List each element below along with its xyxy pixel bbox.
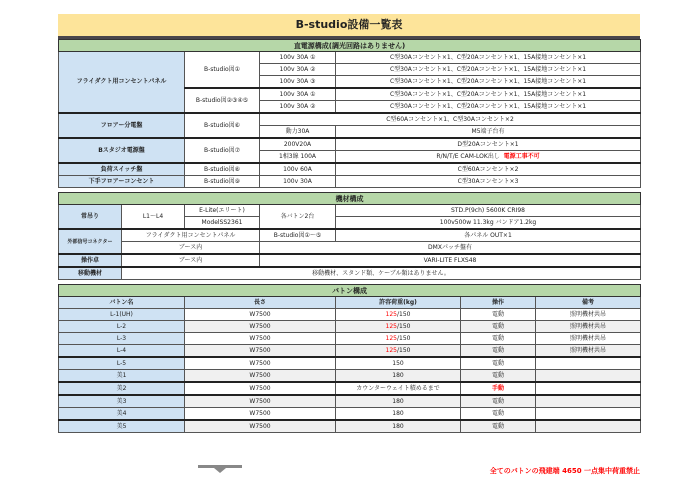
sheet-title: B-studio設備一覧表 — [58, 14, 640, 36]
power-detail: C型30Aコンセント×1、C型20Aコンセント×1、15A接地コンセント×1 — [336, 52, 641, 64]
baton-table — [58, 284, 641, 433]
power-detail: C型30Aコンセント×1、C型20Aコンセント×1、15A接地コンセント×1 — [336, 76, 641, 89]
header-length: 長さ — [185, 297, 336, 309]
power-location: B-studio図②③④⑤ — [185, 88, 260, 113]
baton-name: L-5 — [59, 357, 185, 370]
baton-length: W7500 — [185, 333, 336, 345]
power-spec: 100v 30A — [260, 176, 336, 188]
power-detail-text: R/N/T/E CAM-LOK出し — [436, 152, 500, 160]
power-location: B-studio図⑨ — [185, 176, 260, 188]
baton-operation: 電動 — [461, 370, 536, 383]
baton-note — [536, 395, 641, 408]
power-detail: C型30Aコンセント×1、C型20Aコンセント×1、15A接地コンセント×1 — [336, 64, 641, 76]
power-location: B-studio図⑧ — [185, 163, 260, 176]
power-detail: C型30Aコンセント×3 — [336, 176, 641, 188]
baton-note: 照明機材共吊 — [536, 333, 641, 345]
baton-load — [336, 333, 461, 345]
load-used: 125 — [385, 310, 397, 318]
power-name: 負荷スイッチ盤 — [59, 163, 185, 176]
baton-name: L-1(UH) — [59, 309, 185, 321]
power-location: B-studio図① — [185, 52, 260, 89]
baton-name: L-3 — [59, 333, 185, 345]
baton-name: 美2 — [59, 382, 185, 395]
table-row — [59, 420, 641, 433]
equipment-model: E-Lite(エリート) — [185, 205, 260, 217]
power-name: フライダクト用コンセントパネル — [59, 52, 185, 114]
equipment-range: ブース内 — [122, 254, 260, 267]
equipment-range: フライダクト用コンセントパネル — [122, 229, 260, 242]
load-used: 125 — [385, 334, 397, 342]
equipment-detail: 移動機材、スタンド類、ケーブル類はありません。 — [122, 267, 641, 280]
equipment-detail: VARI-LITE FLXS48 — [260, 254, 641, 267]
baton-operation: 電動 — [461, 408, 536, 421]
power-detail: C型60Aコンセント×1、C型30Aコンセント×2 — [260, 113, 641, 126]
power-warning: 電源工事不可 — [503, 152, 540, 160]
baton-section-title: バトン構成 — [59, 285, 641, 297]
baton-length: W7500 — [185, 357, 336, 370]
baton-name: L-2 — [59, 321, 185, 333]
baton-load: 180 — [336, 395, 461, 408]
power-spec: 200V20A — [260, 138, 336, 151]
table-row — [59, 382, 641, 395]
power-spec: 100v 30A ③ — [260, 76, 336, 89]
equipment-range: ブース内 — [122, 242, 260, 255]
power-location: B-studio図⑦ — [185, 138, 260, 163]
power-detail: C型30Aコンセント×1、C型20Aコンセント×1、15A接地コンセント×1 — [336, 101, 641, 114]
power-spec: 動力30A — [260, 126, 336, 139]
power-spec: 100v 30A ① — [260, 52, 336, 64]
baton-load: 180 — [336, 420, 461, 433]
power-spec: 100v 60A — [260, 163, 336, 176]
baton-load: 180 — [336, 408, 461, 421]
baton-note — [536, 357, 641, 370]
baton-footnote: 全てのバトンの飛建端 4650 一点集中荷重禁止 — [489, 467, 640, 475]
table-row — [59, 333, 641, 345]
baton-load: 150 — [336, 357, 461, 370]
table-row — [59, 370, 641, 383]
table-row — [59, 408, 641, 421]
power-location: B-studio図⑥ — [185, 113, 260, 138]
header-operation: 操作 — [461, 297, 536, 309]
baton-name: 美5 — [59, 420, 185, 433]
baton-note: 照明機材共吊 — [536, 345, 641, 358]
baton-load — [336, 309, 461, 321]
header-note: 備考 — [536, 297, 641, 309]
baton-load — [336, 345, 461, 358]
power-detail — [336, 151, 641, 164]
baton-operation: 電動 — [461, 357, 536, 370]
baton-length: W7500 — [185, 382, 336, 395]
power-detail: C型60Aコンセント×2 — [336, 163, 641, 176]
baton-note — [536, 382, 641, 395]
baton-length: W7500 — [185, 420, 336, 433]
baton-length: W7500 — [185, 370, 336, 383]
equipment-name: 常吊り — [59, 205, 122, 230]
equipment-name: 操作卓 — [59, 254, 122, 267]
equipment-detail: 各パネル OUT×1 — [336, 229, 641, 242]
power-spec: 1相3線 100A — [260, 151, 336, 164]
equipment-name: 移動機材 — [59, 267, 122, 280]
baton-length: W7500 — [185, 345, 336, 358]
baton-operation: 電動 — [461, 321, 536, 333]
baton-operation: 電動 — [461, 333, 536, 345]
baton-load: 180 — [336, 370, 461, 383]
power-table — [58, 39, 641, 188]
baton-note: 照明機材共吊 — [536, 321, 641, 333]
baton-operation: 電動 — [461, 395, 536, 408]
power-name: フロアー分電盤 — [59, 113, 185, 138]
equipment-qty: 各バトン2台 — [260, 205, 336, 230]
baton-length: W7500 — [185, 321, 336, 333]
baton-name: 美3 — [59, 395, 185, 408]
power-detail: D型20Aコンセント×1 — [336, 138, 641, 151]
power-spec: 100v 30A ② — [260, 101, 336, 114]
table-row — [59, 309, 641, 321]
equipment-qty: B-studio図①～⑤ — [260, 229, 336, 242]
equipment-section-title: 機材構成 — [59, 193, 641, 205]
baton-length: W7500 — [185, 395, 336, 408]
table-row — [59, 395, 641, 408]
power-name: Bスタジオ電源盤 — [59, 138, 185, 163]
baton-operation: 電動 — [461, 309, 536, 321]
header-baton-name: バトン名 — [59, 297, 185, 309]
load-max: /150 — [396, 322, 411, 330]
power-spec: 100v 30A ② — [260, 64, 336, 76]
power-section-title: 直電源構成(調光回路はありません) — [59, 40, 641, 52]
equipment-detail: DMXパッチ盤有 — [260, 242, 641, 255]
power-detail: C型30Aコンセント×1、C型20Aコンセント×1、15A接地コンセント×1 — [336, 88, 641, 101]
baton-name: 美1 — [59, 370, 185, 383]
table-row — [59, 357, 641, 370]
table-row — [59, 345, 641, 358]
power-spec: 100v 30A ① — [260, 88, 336, 101]
baton-operation: 電動 — [461, 420, 536, 433]
scroll-down-indicator-icon[interactable] — [198, 465, 242, 468]
load-used: 125 — [385, 322, 397, 330]
baton-length: W7500 — [185, 309, 336, 321]
baton-note: 照明機材共吊 — [536, 309, 641, 321]
baton-load — [336, 321, 461, 333]
equipment-sheet — [58, 14, 640, 433]
load-max: /150 — [396, 310, 411, 318]
baton-note — [536, 408, 641, 421]
load-max: /150 — [396, 346, 411, 354]
baton-name: 美4 — [59, 408, 185, 421]
baton-note — [536, 370, 641, 383]
equipment-table — [58, 192, 641, 280]
load-max: /150 — [396, 334, 411, 342]
equipment-detail: STD.P(9ch) 5600K CRI98 — [336, 205, 641, 217]
baton-operation: 電動 — [461, 345, 536, 358]
baton-name: L-4 — [59, 345, 185, 358]
load-used: 125 — [385, 346, 397, 354]
equipment-detail: 100v500w 11.3kg バンドア1.2kg — [336, 217, 641, 230]
baton-operation: 手動 — [461, 382, 536, 395]
equipment-range: L1～L4 — [122, 205, 185, 230]
table-row — [59, 321, 641, 333]
power-name: 下手フロアーコンセント — [59, 176, 185, 188]
header-load: 許容荷重(kg) — [336, 297, 461, 309]
baton-load: カウンターウェイト積めるまで — [336, 382, 461, 395]
equipment-model: ModelSS2361 — [185, 217, 260, 230]
baton-note — [536, 420, 641, 433]
baton-length: W7500 — [185, 408, 336, 421]
power-detail: M5端子台有 — [336, 126, 641, 139]
equipment-name: 外部信号コネクター — [59, 229, 122, 254]
